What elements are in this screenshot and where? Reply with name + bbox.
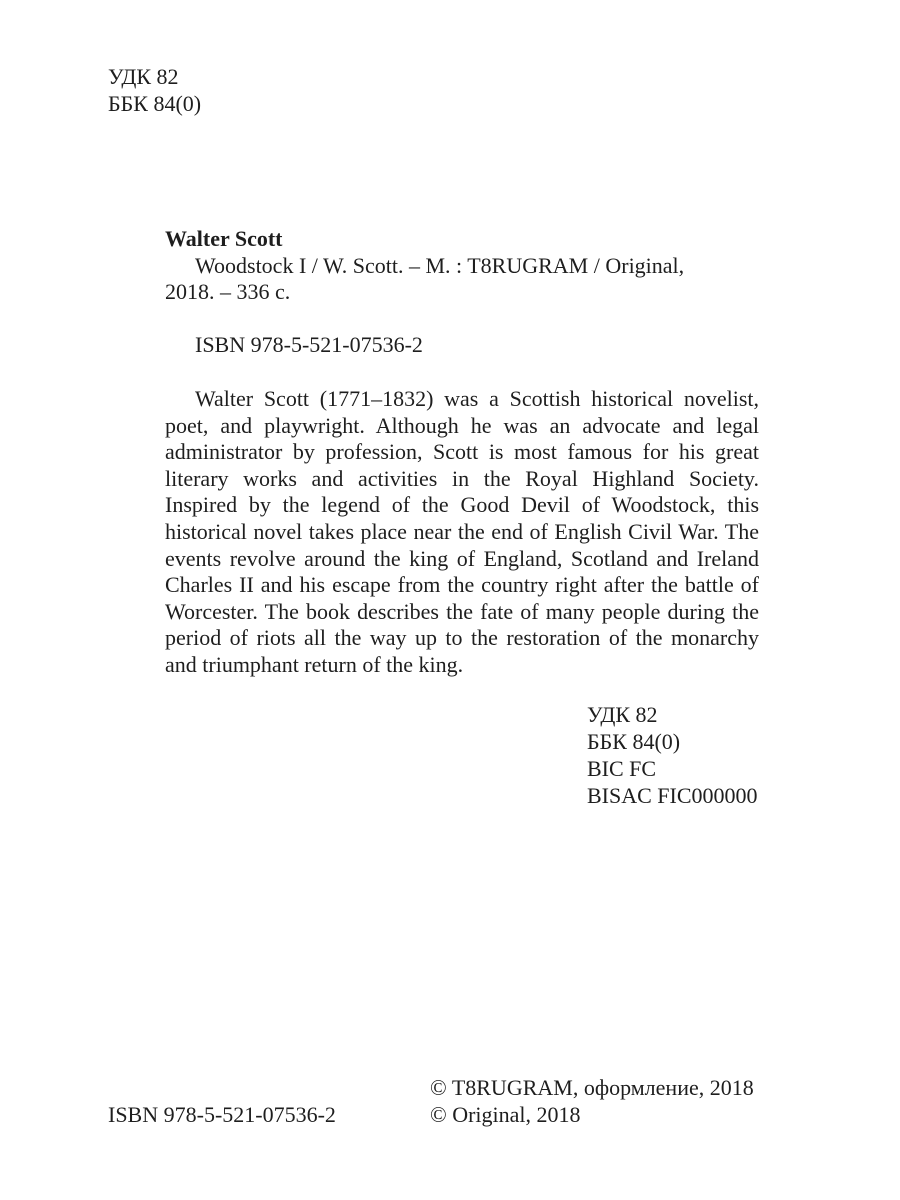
bbk-code-right: ББК 84(0) — [587, 729, 681, 754]
udk-code: УДК 82 — [108, 64, 179, 89]
udk-code-right: УДК 82 — [587, 702, 658, 727]
bibliographic-description-line1: Woodstock I / W. Scott. – M. : T8RUGRAM / Original, — [195, 252, 685, 278]
bbk-code: ББК 84(0) — [108, 91, 202, 116]
top-classification-codes — [108, 64, 201, 118]
footer-isbn: ISBN 978-5-521-07536-2 — [108, 1102, 336, 1127]
copyright-design: © T8RUGRAM, оформление, 2018 — [430, 1075, 754, 1100]
copyright-notices — [430, 1075, 754, 1129]
author-name: Walter Scott — [165, 226, 283, 251]
catalog-record — [165, 226, 759, 701]
isbn-number: ISBN 978-5-521-07536-2 — [195, 331, 423, 357]
bic-code: BIC FC — [587, 756, 657, 781]
book-annotation: Walter Scott (1771–1832) was a Scottish historical novelist, poet, and playwright. Although he was an advocate and legal administrator by profession, Scott is most famous for his great literary works and activities in the Royal Highland Society. Inspired by the legend of the Good Devil of Woodstock, this historical novel takes place near the end of English Civil War. The events revolve around the king of England, Scotland and Ireland Charles II and his escape from the country right after the battle of Worcester. The book describes the fate of many people during the period of riots all the way up to the restoration of the monarchy and triumphant return of the king. — [165, 386, 759, 677]
bibliographic-description-line2: 2018. – 336 с. — [165, 279, 291, 304]
right-classification-codes — [587, 702, 758, 810]
copyright-original: © Original, 2018 — [430, 1102, 581, 1127]
bisac-code: BISAC FIC000000 — [587, 783, 758, 808]
